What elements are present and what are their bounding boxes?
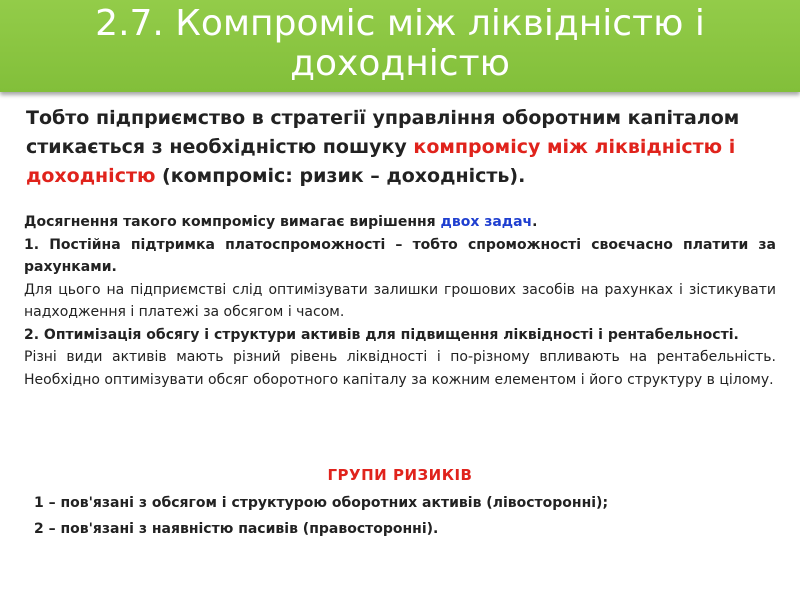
tasks-intro	[24, 211, 776, 234]
intro-text-start: Тобто підприємство в стратегії управління оборотним капіталом стикається з необхідністю пошуку	[26, 107, 740, 158]
task-2-heading: 2. Оптимізація обсягу і структури активів для підвищення ліквідності і рентабельності.	[24, 326, 739, 343]
task-1-heading: 1. Постійна підтримка платоспроможності – тобто спроможності своєчасно платити за рахунками.	[24, 236, 776, 275]
intro-text-end: (компроміс: ризик – доходність).	[155, 165, 526, 187]
task-1-description: Для цього на підприємстві слід оптимізувати залишки грошових засобів на рахунках і зістикувати надходження і платежі за обсягом і часом.	[24, 281, 776, 320]
slide-title: 2.7. Компроміс між ліквідністю і доходністю	[95, 3, 705, 84]
intro-paragraph	[26, 104, 786, 196]
tasks-intro-text: Досягнення такого компромісу вимагає вирішення	[24, 214, 441, 230]
risk-group-item: 2 – пов'язані з наявністю пасивів (правосторонні).	[34, 521, 439, 537]
task-2-description: Різні види активів мають різний рівень ліквідності і по-різному впливають на рентабельність. Необхідно оптимізувати обсяг оборотного капіталу за кожним елементом і його структуру в цілому.	[24, 349, 776, 388]
title-bar	[0, 0, 800, 92]
risk-groups-list	[34, 490, 774, 542]
body-text	[24, 211, 776, 391]
tasks-intro-end: .	[532, 214, 538, 230]
intro-highlight: компромісу між ліквідністю і доходністю	[26, 136, 736, 187]
risk-group-item: 1 – пов'язані з обсягом і структурою оборотних активів (лівосторонні);	[34, 495, 609, 511]
tasks-highlight: двох задач	[440, 214, 533, 230]
risk-groups-title: ГРУПИ РИЗИКІВ	[327, 466, 473, 484]
